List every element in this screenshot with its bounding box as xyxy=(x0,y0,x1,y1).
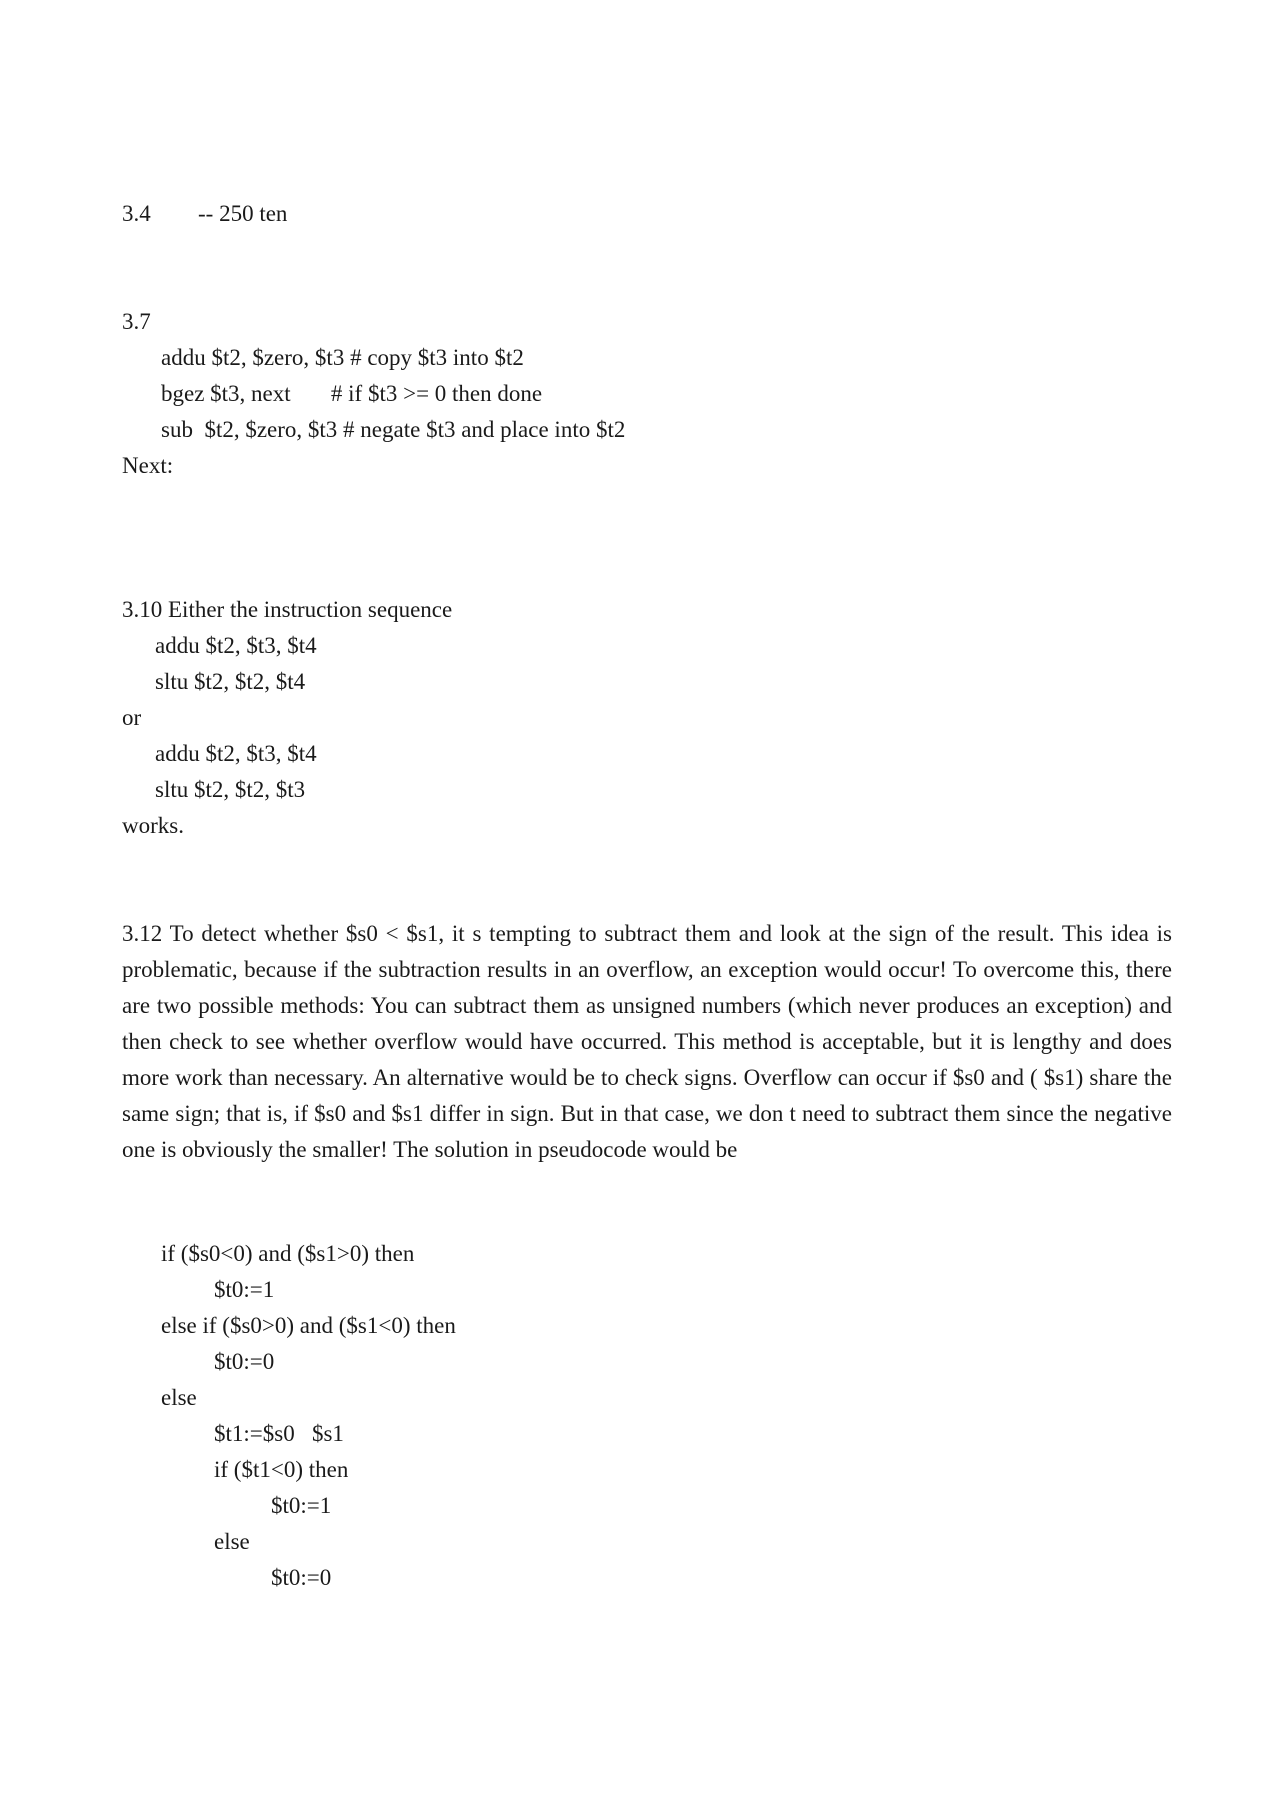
pseudocode-line: $t0:=0 xyxy=(214,1349,275,1374)
pseudocode-line: $t1:=$s0 $s1 xyxy=(214,1421,344,1446)
section-3-12-paragraph: 3.12 To detect whether $s0 < $s1, it s tempting to subtract them and look at the sign of the result. This idea is problematic, because if the subtraction results in an overflow, an exception would occur! To overcome this, there are two possible methods: You can subtract them as unsigned numbers (which never produces an exception) and then check to see whether overflow would have occurred. This method is acceptable, but it is lengthy and does more work than necessary. An alternative would be to check signs. Overflow can occur if $s0 and ( $s1) share the same sign; that is, if $s0 and $s1 differ in sign. But in that case, we don t need to subtract them since the negative one is obviously the smaller! The solution in pseudocode would be xyxy=(122,921,1172,1162)
pseudocode-line: else xyxy=(161,1385,197,1410)
pseudocode-line: else xyxy=(214,1529,250,1554)
pseudocode-line: else if ($s0>0) and ($s1<0) then xyxy=(161,1313,456,1338)
pseudocode-line: if ($s0<0) and ($s1>0) then xyxy=(161,1241,415,1266)
pseudocode-line: if ($t1<0) then xyxy=(214,1457,349,1482)
section-3-10-intro: 3.10 Either the instruction sequence xyxy=(122,597,453,622)
code-line: sltu $t2, $t2, $t3 xyxy=(155,777,306,802)
section-3-4-answer: -- 250 ten xyxy=(198,201,288,226)
pseudocode-line: $t0:=1 xyxy=(214,1277,275,1302)
section-3-4-label: 3.4 xyxy=(122,201,151,226)
or-label: or xyxy=(122,705,142,730)
works-label: works. xyxy=(122,813,184,838)
code-line: addu $t2, $zero, $t3 # copy $t3 into $t2 xyxy=(161,345,524,370)
code-line: addu $t2, $t3, $t4 xyxy=(155,633,317,658)
section-3-7-label: 3.7 xyxy=(122,309,151,334)
pseudocode-line: $t0:=0 xyxy=(271,1565,332,1590)
code-line: bgez $t3, next # if $t3 >= 0 then done xyxy=(161,381,543,406)
code-line: sltu $t2, $t2, $t4 xyxy=(155,669,306,694)
pseudocode-line: $t0:=1 xyxy=(271,1493,332,1518)
code-line: sub $t2, $zero, $t3 # negate $t3 and place into $t2 xyxy=(161,417,626,442)
code-line: addu $t2, $t3, $t4 xyxy=(155,741,317,766)
next-label: Next: xyxy=(122,453,174,478)
